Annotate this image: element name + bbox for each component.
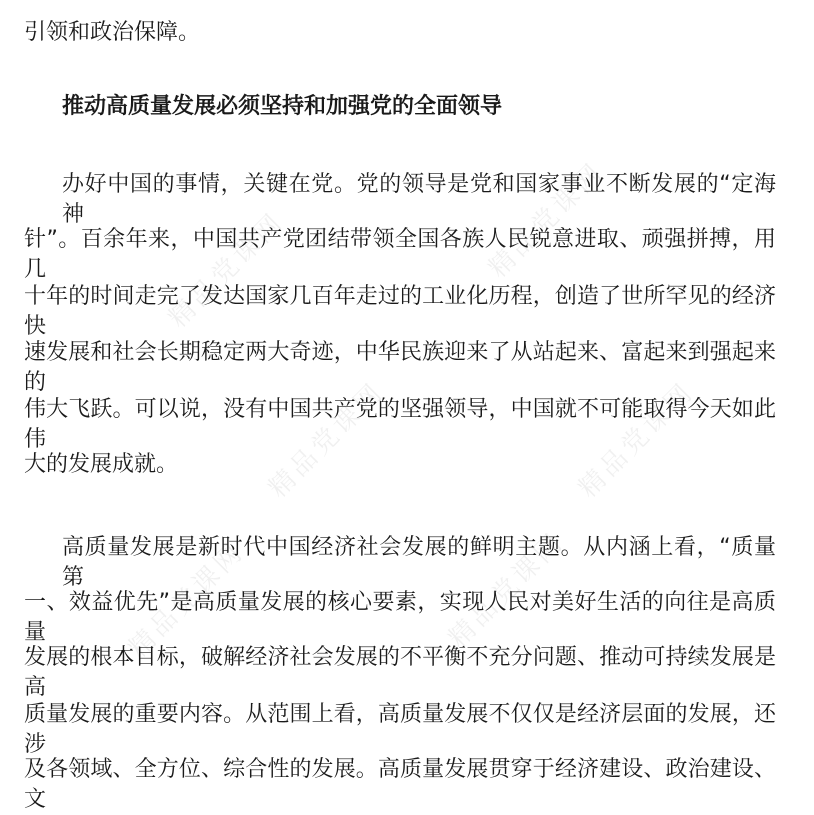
paragraph-line: 十年的时间走完了发达国家几百年走过的工业化历程，创造了世所罕见的经济快 <box>24 284 776 339</box>
paragraph-line: 伟大飞跃。可以说，没有中国共产党的坚强领导，中国就不可能取得今天如此伟 <box>24 397 776 452</box>
paragraph-line: 质量发展的重要内容。从范围上看，高质量发展不仅仅是经济层面的发展，还涉 <box>24 702 776 757</box>
paragraph-line: 一、效益优先”是高质量发展的核心要素，实现人民对美好生活的向往是高质量 <box>24 590 776 645</box>
paragraph-line: 针”。百余年来，中国共产党团结带领全国各族人民锐意进取、顽强拼搏，用几 <box>24 227 776 282</box>
watermark: 精品党课网 <box>483 156 611 284</box>
paragraph-line: 发展的根本目标，破解经济社会发展的不平衡不充分问题、推动可持续发展是高 <box>24 645 776 700</box>
paragraph-line: 速发展和社会长期稳定两大奇迹，中华民族迎来了从站起来、富起来到强起来的 <box>24 340 776 395</box>
watermark: 精品党课网 <box>163 206 291 334</box>
section-heading: 推动高质量发展必须坚持和加强党的全面领导 <box>62 94 503 119</box>
paragraph-line: 大的发展成就。 <box>24 452 179 477</box>
paragraph-line: 办好中国的事情，关键在党。党的领导是党和国家事业不断发展的“定海神 <box>62 172 776 227</box>
paragraph-line: 及各领域、全方位、综合性的发展。高质量发展贯穿于经济建设、政治建设、文 <box>24 757 776 812</box>
paragraph-line: 高质量发展是新时代中国经济社会发展的鲜明主题。从内涵上看，“质量第 <box>62 535 776 590</box>
intro-line: 引领和政治保障。 <box>24 20 201 45</box>
watermark: 精品党课网 <box>263 376 391 504</box>
watermark: 精品党课网 <box>573 376 701 504</box>
watermark: 精品党课网 <box>443 526 571 654</box>
watermark: 精品党课网 <box>123 536 251 664</box>
